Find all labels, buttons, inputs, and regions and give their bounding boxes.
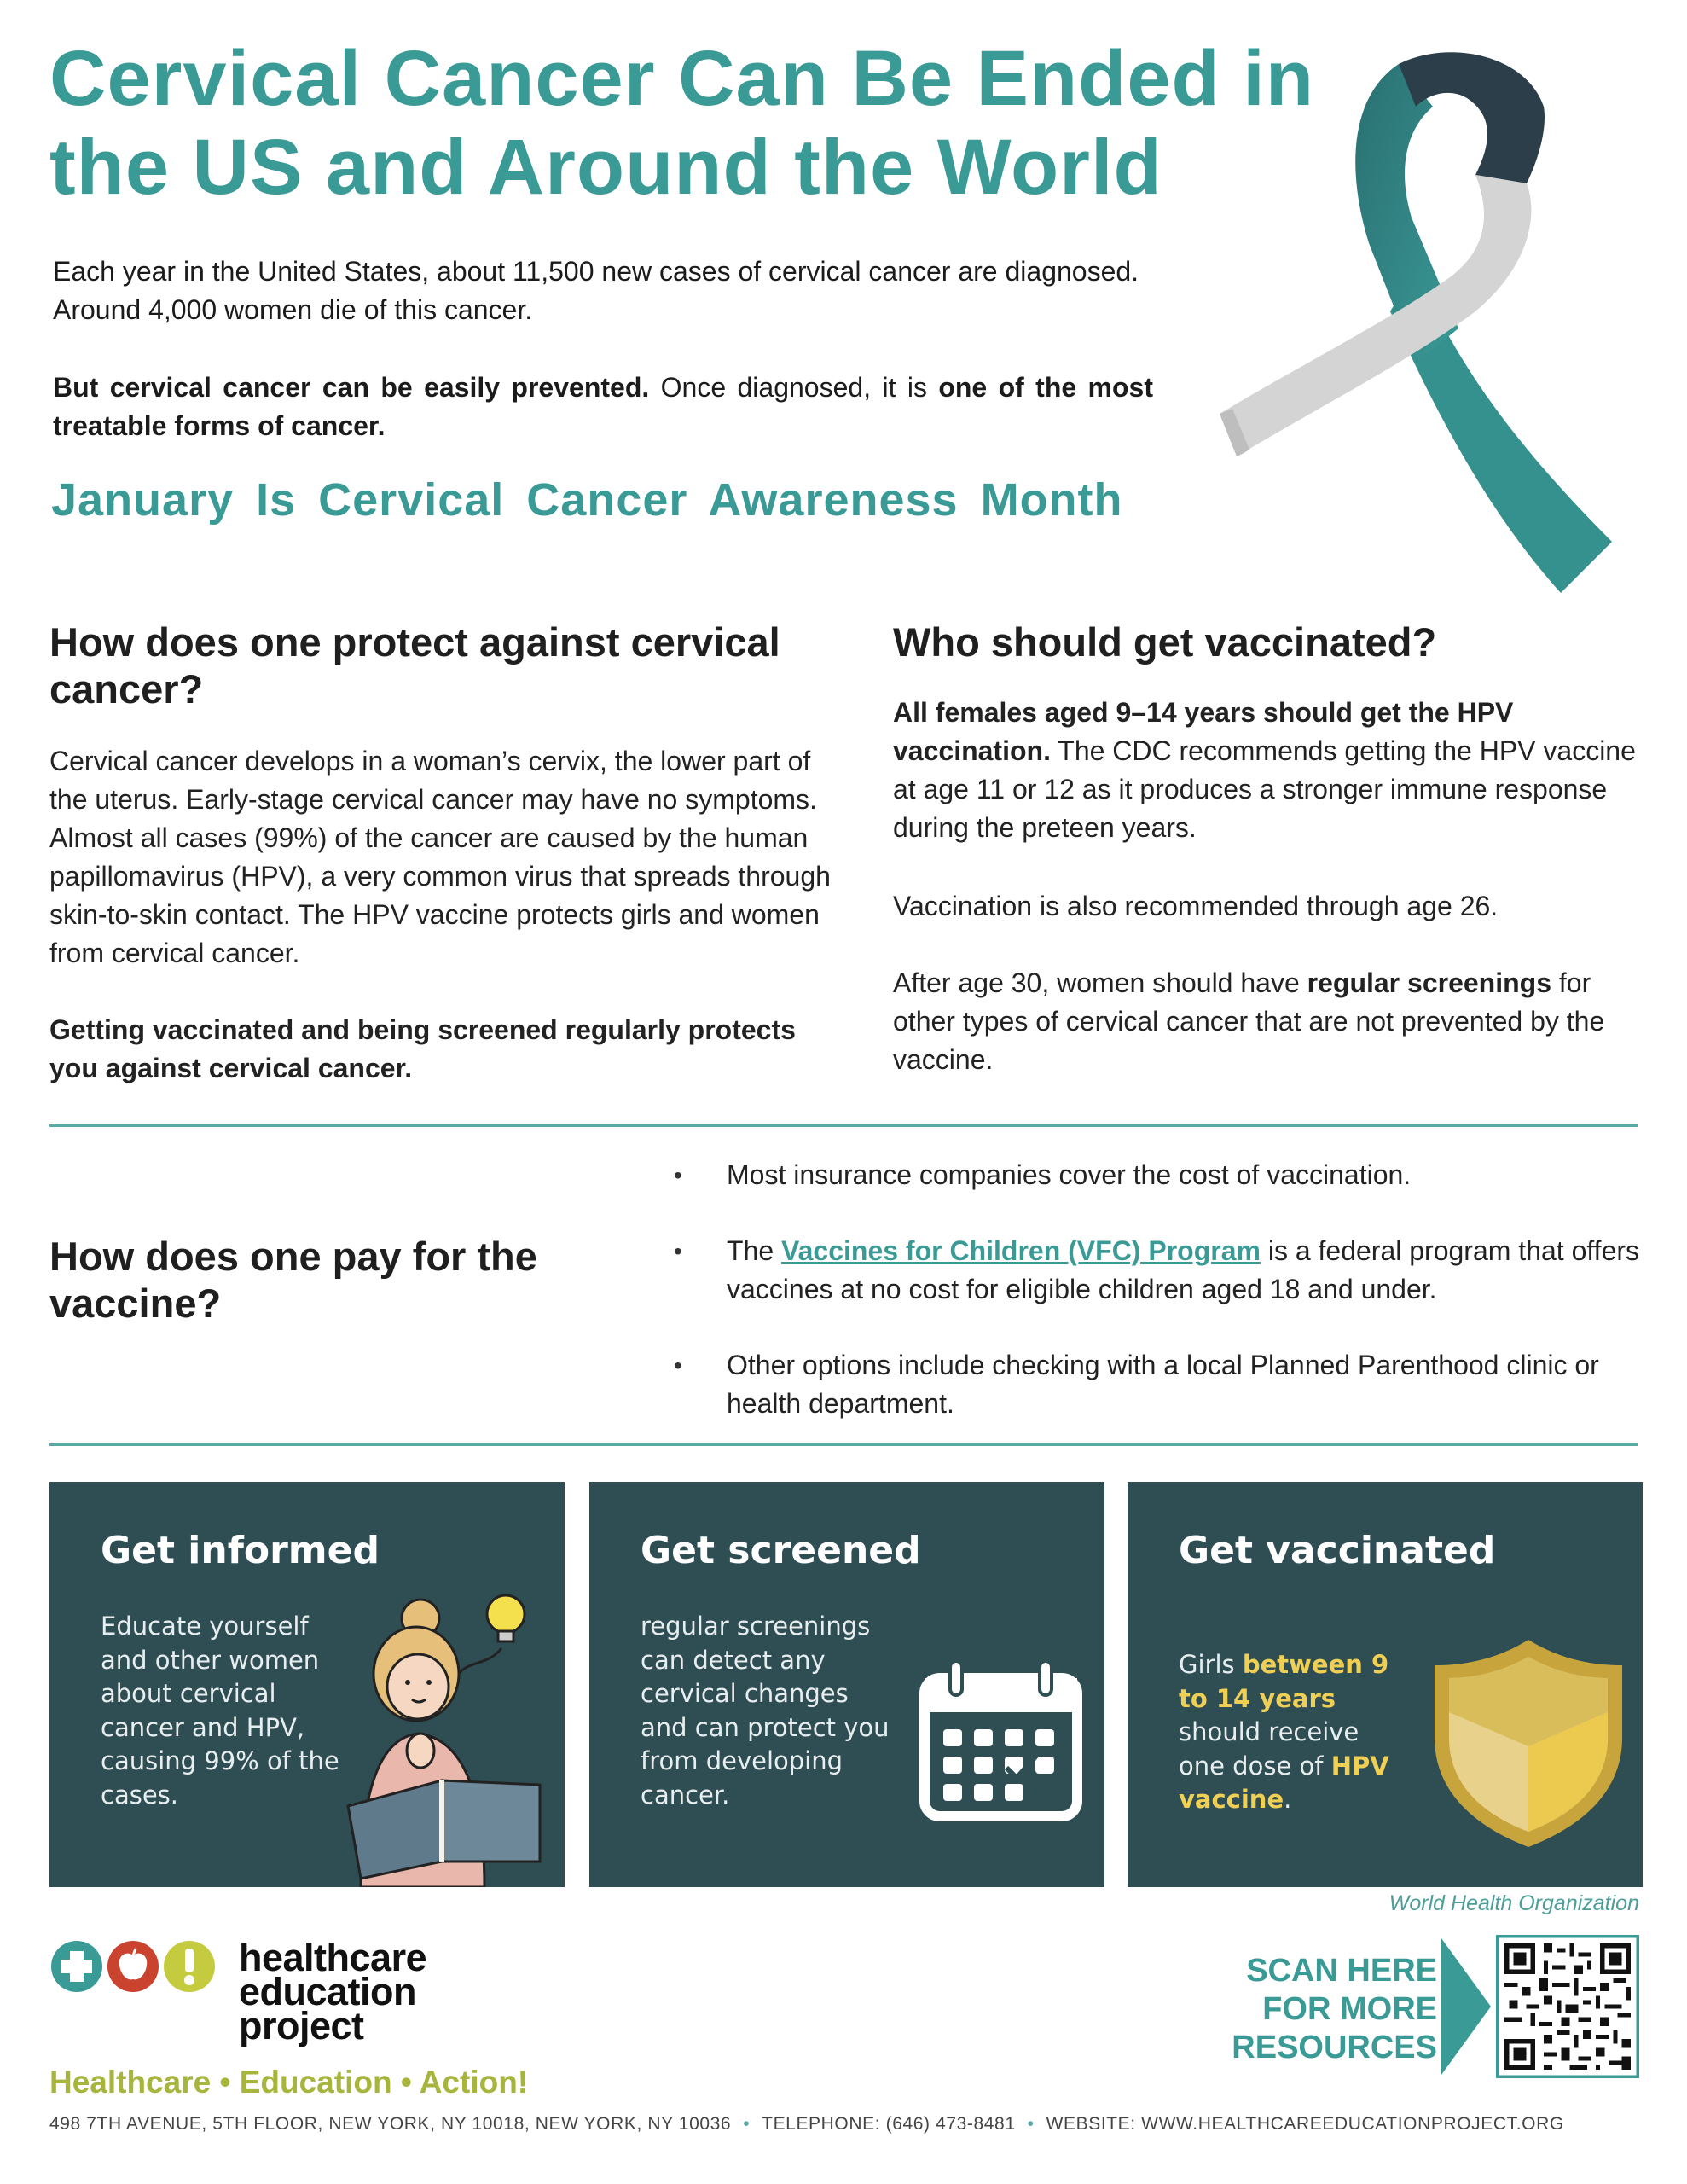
footer-address: 498 7TH AVENUE, 5TH FLOOR, NEW YORK, NY 10018, NEW YORK, NY 10036 xyxy=(49,2114,732,2134)
who-paragraph-2: Vaccination is also recommended through age 26. xyxy=(893,891,1499,921)
org-name-line-1: healthcare xyxy=(239,1936,427,1979)
vacc-pre: Girls xyxy=(1179,1650,1243,1679)
page-title xyxy=(49,34,1329,212)
intro-paragraph: Each year in the United States, about 11,500 new cases of cervical cancer are diagnosed. Around 4,000 women die of this cancer. xyxy=(53,256,1139,325)
divider-top xyxy=(49,1124,1638,1127)
intro-bold-treatable: one of the most treatable forms of cancer. xyxy=(53,372,1154,441)
vfc-pre: The xyxy=(727,1235,782,1266)
title-line-2: the US and Around the World xyxy=(49,124,1162,211)
intro-prevention-paragraph xyxy=(53,369,1153,445)
get-informed-card xyxy=(49,1482,565,1887)
who-screening-pre: After age 30, women should have xyxy=(893,967,1307,998)
title-line-1: Cervical Cancer Can Be Ended in xyxy=(49,35,1315,122)
vacc-mid: should receive one dose of xyxy=(1179,1717,1359,1780)
organization-logo xyxy=(49,1937,237,1996)
scan-line-3: RESOURCES xyxy=(1232,2030,1437,2065)
card-text: regular screenings can detect any cervical changes and can protect you from developing cancer. xyxy=(641,1612,890,1809)
org-name-line-2: education xyxy=(239,1970,417,2013)
separator-dot: • xyxy=(743,2114,751,2134)
vfc-program-link[interactable]: Vaccines for Children (VFC) Program xyxy=(781,1235,1261,1266)
who-paragraph-3 xyxy=(893,964,1626,1079)
card-text: Educate yourself and other women about cervical cancer and HPV, causing 99% of the cases. xyxy=(101,1612,339,1809)
list-item: • Most insurance companies cover the cost of vaccination. xyxy=(674,1156,1646,1194)
scan-callout xyxy=(1228,1952,1437,2067)
protect-emphasis: Getting vaccinated and being screened regularly protects you against cervical cancer. xyxy=(49,1014,796,1083)
awareness-ribbon-icon xyxy=(1220,47,1663,644)
protect-paragraph: Cervical cancer develops in a woman’s cervix, the lower part of the uterus. Early-stage cervical cancer may have no symptoms. Almost all cases (99%) of the cancer are caused by the human papillomavirus (HPV), a very common virus that spreads through skin-to-skin contact. The HPV vaccine protects girls and women from cervical cancer. xyxy=(49,746,831,968)
separator-dot: • xyxy=(1027,2114,1035,2134)
get-screened-card xyxy=(589,1482,1104,1887)
arrow-right-icon xyxy=(1441,1938,1493,2075)
who-screening-post: for other types of cervical cancer that are not prevented by the vaccine. xyxy=(893,967,1605,1075)
pay-options-list xyxy=(674,1156,1646,1461)
who-screening-bold: regular screenings xyxy=(1307,967,1551,998)
pay-heading: How does one pay for the vaccine? xyxy=(49,1234,537,1326)
who-heading: Who should get vaccinated? xyxy=(893,619,1437,665)
list-item xyxy=(674,1232,1646,1309)
vfc-post: is a federal program that offers vaccines at no cost for eligible children aged 18 and under. xyxy=(727,1235,1640,1304)
org-name-line-3: project xyxy=(239,2004,364,2048)
qr-code[interactable] xyxy=(1496,1935,1639,2078)
source-credit: World Health Organization xyxy=(1388,1891,1639,1915)
card-title: Get vaccinated xyxy=(1179,1529,1496,1572)
footer-website: WEBSITE: WWW.HEALTHCAREEDUCATIONPROJECT.ORG xyxy=(1046,2114,1564,2134)
card-text xyxy=(1179,1648,1392,1817)
organization-tagline: Healthcare • Education • Action! xyxy=(49,2065,529,2100)
protect-heading: How does one protect against cervical cancer? xyxy=(49,619,780,712)
calendar-icon xyxy=(918,1657,1084,1823)
footer-contact xyxy=(49,2114,1638,2135)
divider-bottom xyxy=(49,1443,1638,1446)
list-item: • Other options include checking with a local Planned Parenthood clinic or health department. xyxy=(674,1346,1646,1423)
footer-telephone: TELEPHONE: (646) 473-8481 xyxy=(762,2114,1016,2134)
organization-name xyxy=(239,1936,427,2048)
card-title: Get screened xyxy=(641,1529,921,1572)
shield-icon xyxy=(1430,1635,1626,1849)
woman-reading-icon xyxy=(339,1580,553,1887)
awareness-month-banner: January Is Cervical Cancer Awareness Month xyxy=(51,474,1123,526)
who-cdc-text: The CDC recommends getting the HPV vaccine at age 11 or 12 as it produces a stronger immune response during the preteen years. xyxy=(893,735,1636,843)
vacc-hpv-highlight: HPV vaccine xyxy=(1179,1751,1389,1814)
get-vaccinated-card xyxy=(1128,1482,1643,1887)
vacc-age-highlight: between 9 to 14 years xyxy=(1179,1650,1389,1713)
card-title: Get informed xyxy=(101,1529,380,1572)
scan-line-1: SCAN HERE xyxy=(1246,1953,1437,1989)
intro-text: Once diagnosed, it is xyxy=(649,372,939,403)
who-bold-ages: All females aged 9–14 years should get the HPV vaccination. xyxy=(893,697,1514,766)
who-paragraph-1 xyxy=(893,694,1652,847)
vacc-end: . xyxy=(1284,1785,1292,1814)
scan-line-2: FOR MORE xyxy=(1262,1991,1437,2027)
intro-bold-prevented: But cervical cancer can be easily prevented. xyxy=(53,372,650,403)
